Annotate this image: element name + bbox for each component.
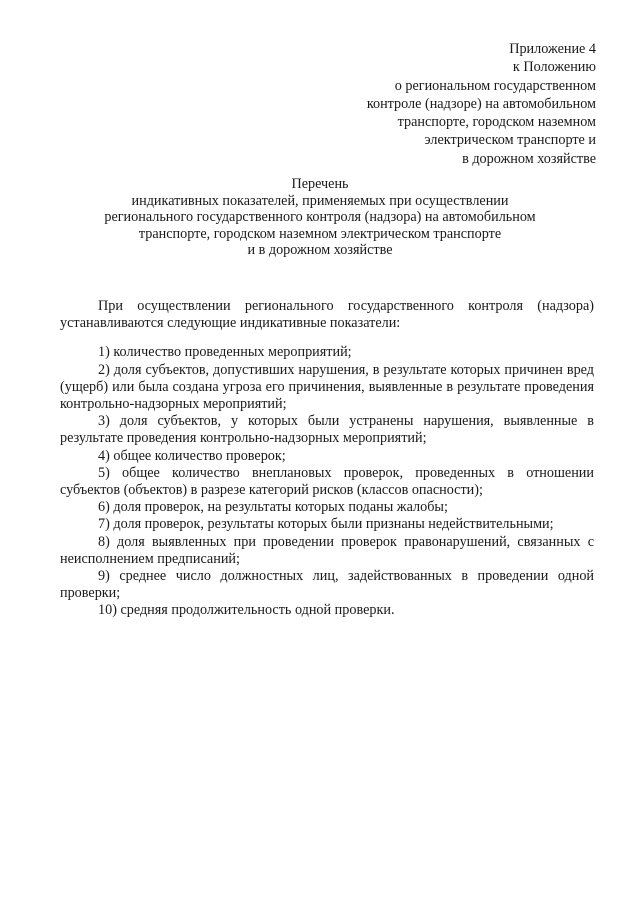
list-item: 6) доля проверок, на результаты которых поданы жалобы;: [98, 499, 448, 516]
appendix-line: о региональном государственном: [394, 77, 596, 94]
title-line: и в дорожном хозяйстве: [247, 242, 393, 259]
appendix-line: электрическом транспорте и: [424, 132, 596, 149]
title-line: транспорте, городском наземном электрическом транспорте: [138, 225, 502, 242]
list-item: 7) доля проверок, результаты которых были признаны недействительными;: [98, 516, 554, 533]
document-title: [60, 176, 580, 259]
appendix-line: в дорожном хозяйстве: [462, 150, 596, 167]
list-item: 9) среднее число должностных лиц, задействованных в проведении одной проверки;: [60, 568, 594, 602]
list-item: 5) общее количество внеплановых проверок, проведенных в отношении субъектов (объектов) в разрезе категорий рисков (классов опасности);: [60, 464, 594, 499]
appendix-line: Приложение 4: [509, 41, 596, 57]
list-item: 8) доля выявленных при проведении проверок правонарушений, связанных с неисполнением предписаний;: [60, 533, 594, 567]
document-body: [60, 298, 594, 620]
title-line: Перечень: [291, 176, 349, 192]
list-item: 3) доля субъектов, у которых были устранены нарушения, выявленные в результате проведения контрольно-надзорных мероприятий;: [60, 413, 594, 447]
list-item: 2) доля субъектов, допустивших нарушения, в результате которых причинен вред (ущерб) или была создана угроза его причинения, выявленные в результате проведения контрольно-надзорных мероприятий;: [60, 361, 594, 413]
list-item: 10) средняя продолжительность одной проверки.: [98, 602, 395, 619]
appendix-header: [296, 40, 596, 168]
title-line: регионального государственного контроля (надзора) на автомобильном: [104, 209, 536, 226]
appendix-line: к Положению: [512, 59, 596, 76]
list-item: 4) общее количество проверок;: [98, 447, 286, 464]
list-item: 1) количество проведенных мероприятий;: [98, 344, 352, 361]
intro-paragraph: При осуществлении регионального государственного контроля (надзора) устанавливаются следующие индикативные показатели:: [60, 298, 594, 332]
title-line: индикативных показателей, применяемых при осуществлении: [131, 192, 509, 209]
appendix-line: транспорте, городском наземном: [397, 114, 596, 131]
appendix-line: контроле (надзоре) на автомобильном: [366, 95, 596, 112]
